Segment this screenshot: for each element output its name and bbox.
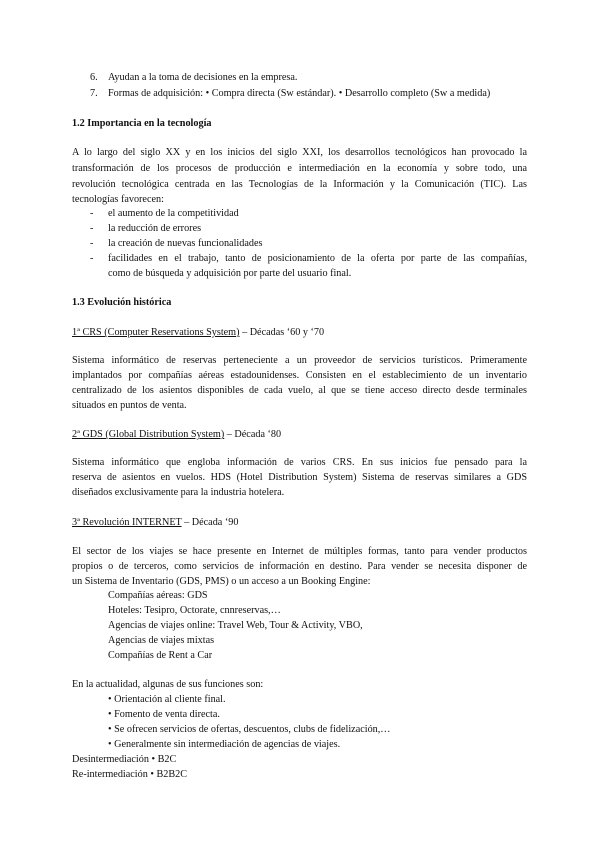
bullet-item: • Orientación al cliente final. — [108, 694, 226, 705]
dash-bullet: - — [90, 208, 94, 219]
paragraph-line: El sector de los viajes se hace presente en Internet de múltiples formas, tanto para vender productos — [72, 546, 527, 557]
list-number: 6. — [90, 72, 98, 83]
list-item: la creación de nuevas funcionalidades — [108, 238, 263, 249]
subsection-suffix: – Década ‘90 — [181, 517, 239, 528]
subsection-heading — [72, 515, 238, 531]
indented-line: Compañías de Rent a Car — [108, 650, 213, 661]
list-item: facilidades en el trabajo, tanto de posicionamiento de la oferta por parte de las compañías, — [108, 253, 527, 264]
subsection-suffix: – Décadas ‘60 y ‘70 — [239, 327, 325, 338]
paragraph-line: Sistema informático de reservas perteneciente a un proveedor de servicios turísticos. Primeramente — [72, 355, 527, 366]
paragraph-line: reserva de asientos en vuelos. HDS (Hotel Distribution System) Sistema de reservas similares a GDS — [72, 472, 527, 483]
paragraph-line: A lo largo del siglo XX y en los inicios del siglo XXI, los desarrollos tecnológicos han provocado la — [72, 147, 527, 158]
subsection-heading — [72, 427, 281, 443]
paragraph-line: tecnologías favorecen: — [72, 194, 164, 205]
dash-bullet: - — [90, 223, 94, 234]
list-item-continuation: como de búsqueda y adquisición por parte del usuario final. — [108, 268, 352, 279]
subsection-suffix: – Década ‘80 — [224, 429, 282, 440]
paragraph-line: propios o de terceros, como servicios de información en destino. Para vender se necesita disponer de — [72, 561, 527, 572]
bullet-item: • Fomento de venta directa. — [108, 709, 220, 720]
paragraph-line: centralizado de los asientos disponibles de cada vuelo, al que se tiene acceso directo desde terminales — [72, 385, 527, 396]
indented-line: Compañías aéreas: GDS — [108, 590, 208, 601]
paragraph-line: Sistema informático que engloba información de varios CRS. En sus inicios fue pensado para la — [72, 457, 527, 468]
paragraph-line: implantados por compañías aéreas estadounidenses. Consisten en el establecimiento de un inventario — [72, 370, 527, 381]
dash-bullet: - — [90, 238, 94, 249]
list-number: 7. — [90, 88, 98, 99]
section-heading: 1.3 Evolución histórica — [72, 297, 172, 308]
indented-line: Agencias de viajes mixtas — [108, 635, 215, 646]
paragraph-line: un Sistema de Inventario (GDS, PMS) o un acceso a un Booking Engine: — [72, 576, 371, 587]
dash-bullet: - — [90, 253, 94, 264]
bullet-item: • Se ofrecen servicios de ofertas, descuentos, clubs de fidelización,… — [108, 724, 391, 735]
paragraph-line: diseñados exclusivamente para la industria hotelera. — [72, 487, 285, 498]
subsection-heading — [72, 325, 324, 341]
list-item: la reducción de errores — [108, 223, 202, 234]
list-item: Ayudan a la toma de decisiones en la empresa. — [108, 72, 298, 83]
subsection-title: 2ª GDS (Global Distribution System) — [72, 429, 225, 440]
paragraph-line: Desintermediación • B2C — [72, 754, 177, 765]
list-item: Formas de adquisición: • Compra directa (Sw estándar). • Desarrollo completo (Sw a medida) — [108, 88, 491, 99]
bullet-item: • Generalmente sin intermediación de agencias de viajes. — [108, 739, 341, 750]
section-heading: 1.2 Importancia en la tecnología — [72, 118, 212, 129]
paragraph-line: situados en puntos de venta. — [72, 400, 187, 411]
indented-line: Hoteles: Tesipro, Octorate, cnnreservas,… — [108, 605, 281, 616]
indented-line: Agencias de viajes online: Travel Web, Tour & Activity, VBO, — [108, 620, 363, 631]
paragraph-line: Re-intermediación • B2B2C — [72, 769, 188, 780]
subsection-title: 3ª Revolución INTERNET — [72, 517, 182, 528]
paragraph-line: transformación de los procesos de producción e intermediación en la economía y sobre todo, una — [72, 163, 527, 174]
paragraph-line: En la actualidad, algunas de sus funciones son: — [72, 679, 264, 690]
list-item: el aumento de la competitividad — [108, 208, 239, 219]
paragraph-line: revolución tecnológica centrada en las Tecnologías de la Información y la Comunicación (TIC). Las — [72, 179, 527, 190]
subsection-title: 1ª CRS (Computer Reservations System) — [72, 327, 240, 338]
